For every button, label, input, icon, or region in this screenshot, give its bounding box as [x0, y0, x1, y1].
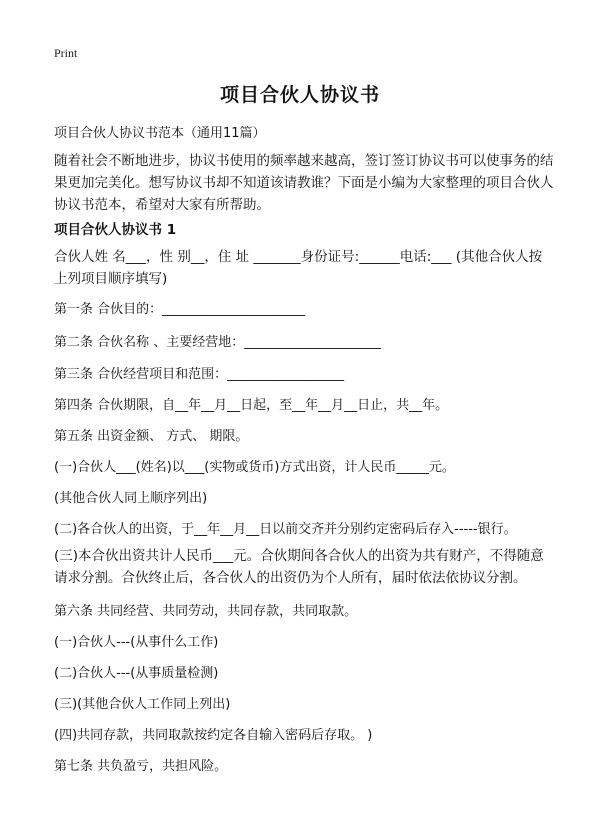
intro-paragraph: 随着社会不断地进步，协议书使用的频率越来越高，签订签订协议书可以使事务的结果更加完美化。想写协议书却不知道该请教谁？下面是小编为大家整理的项目合伙人协议书范本，希望对大家有所帮助。: [54, 153, 554, 213]
clause-6-item-4: (四)共同存款，共同取款按约定各自输入密码后存取。 ): [54, 728, 373, 743]
partner-info-paragraph: 合伙人姓 名___，性 别__，住 址 _______身份证号:______电话:___ (其他合伙人按上列项目顺序填写): [54, 249, 543, 287]
clause-7: 第七条 共负盈亏，共担风险。: [54, 759, 228, 774]
clause-5-item-2: (二)各合伙人的出资，于__年__月__日以前交齐并分别约定密码后存入-----银行。: [54, 522, 517, 537]
clause-5: 第五条 出资金额、 方式、 期限。: [54, 429, 249, 444]
print-link[interactable]: Print: [54, 46, 78, 60]
clause-4: 第四条 合伙期限，自__年__月__日起，至__年__月__日止，共__年。: [54, 398, 449, 413]
document-title: 项目合伙人协议书: [219, 84, 380, 106]
clause-1: 第一条 合伙目的：______________________: [54, 302, 306, 317]
clause-5-note: (其他合伙人同上顺序列出): [54, 491, 208, 506]
document-subtitle: 项目合伙人协议书范本（通用11篇）: [54, 126, 266, 141]
clause-6-item-3: (三)(其他合伙人工作同上列出): [54, 697, 231, 712]
clause-6: 第六条 共同经营、共同劳动，共同存款，共同取款。: [54, 604, 358, 619]
section-heading: 项目合伙人协议书 1: [54, 222, 177, 238]
clause-6-item-1: (一)合伙人---(从事什么工作): [54, 635, 219, 650]
clause-6-item-2: (二)合伙人---(从事质量检测): [54, 666, 219, 681]
clause-3: 第三条 合伙经营项目和范围：__________________: [54, 367, 345, 382]
clause-5-item-1: (一)合伙人___(姓名)以___(实物或货币)方式出资，计人民币_____元。: [54, 460, 455, 475]
clause-2: 第二条 合伙名称 、主要经营地：_____________________: [54, 335, 381, 350]
clause-5-item-3: (三)本合伙出资共计人民币___元。合伙期间各合伙人的出资为共有财产，不得随意请求分割。合伙终止后，各合伙人的出资仍为个人所有，届时依法依协议分割。: [54, 548, 544, 586]
